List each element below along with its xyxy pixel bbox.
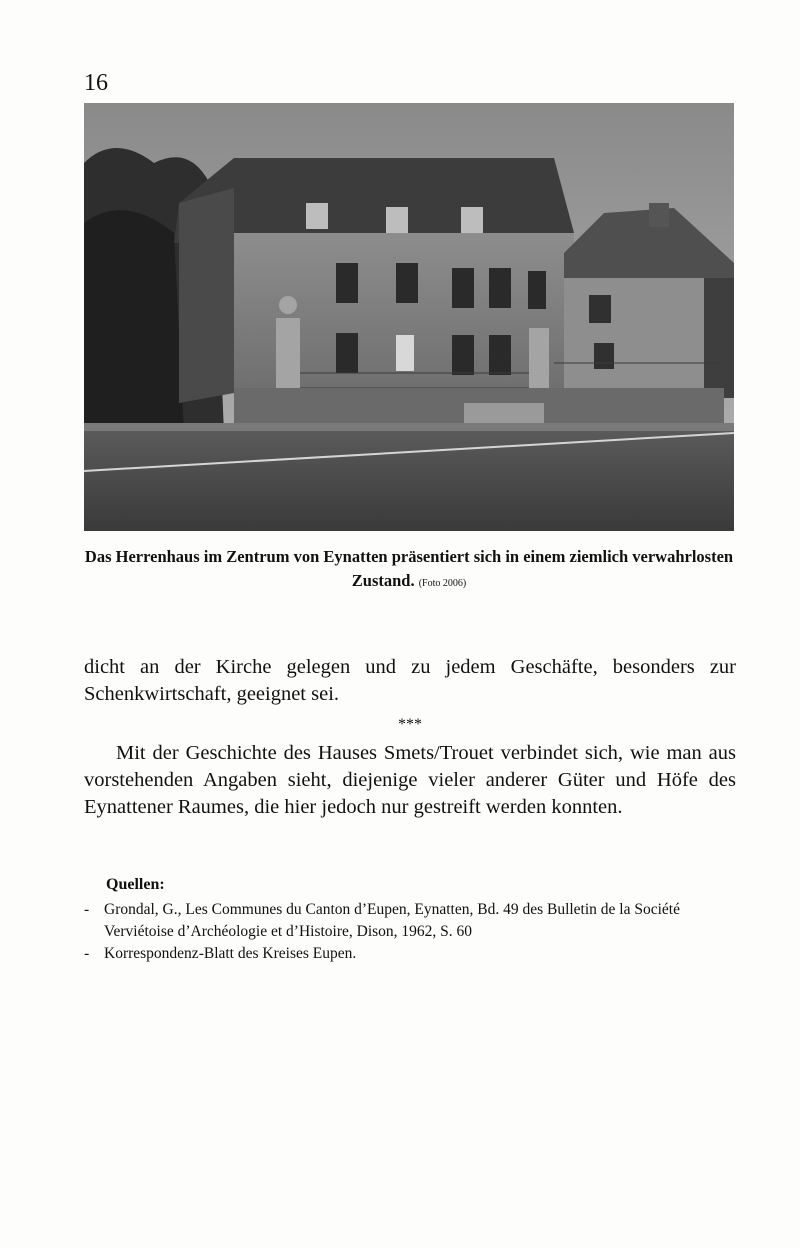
- manor-house-image: [84, 103, 734, 531]
- page-number: 16: [84, 70, 108, 96]
- photo-credit: (Foto 2006): [418, 578, 467, 589]
- manor-house-photo: [84, 103, 734, 531]
- section-separator: ***: [398, 716, 422, 733]
- paragraph-conclusion: Mit der Geschichte des Hauses Smets/Trouet verbindet sich, wie man aus vorstehenden Angaben sieht, diejenige vieler anderer Güter und Höfe des Eynattener Raumes, die hier jedoch nur gestreift werden konnten.: [84, 742, 736, 818]
- body-text: [84, 654, 736, 821]
- list-dash: -: [84, 901, 90, 918]
- sources-section: [84, 874, 744, 965]
- source-item: [84, 899, 744, 943]
- list-dash: -: [84, 945, 90, 962]
- caption-text: Das Herrenhaus im Zentrum von Eynatten präsentiert sich in einem ziemlich verwahrlosten Zustand.: [84, 547, 734, 590]
- source-text: Korrespondenz-Blatt des Kreises Eupen.: [104, 945, 357, 962]
- figure-caption: [84, 545, 734, 596]
- source-text: Grondal, G., Les Communes du Canton d’Eupen, Eynatten, Bd. 49 des Bulletin de la Société Verviétoise d’Archéologie et d’Histoire, Dison, 1962, S. 60: [104, 901, 680, 940]
- source-item: [84, 943, 744, 965]
- paragraph-continued: dicht an der Kirche gelegen und zu jedem Geschäfte, besonders zur Schenkwirtschaft, geeignet sei.: [84, 656, 736, 705]
- sources-title: Quellen:: [106, 876, 165, 893]
